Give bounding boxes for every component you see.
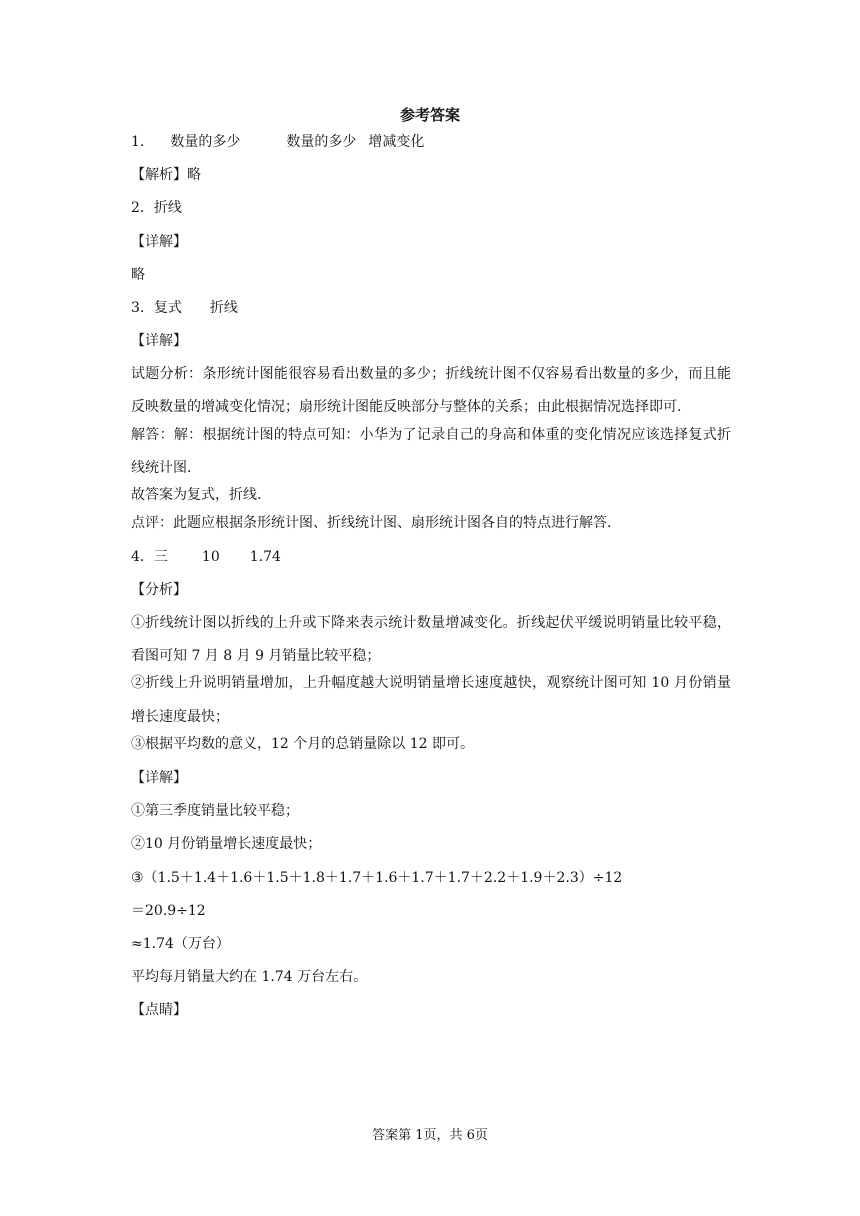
q4-answer-3: 1.74 (249, 548, 281, 565)
q1-answer-3: 增减变化 (368, 134, 425, 150)
q4-answer (131, 546, 731, 568)
q4-analysis-point-2: ②折线上升说明销量增加，上升幅度越大说明销量增长速度越快，观察统计图可知 10 月份销量增长速度最快； (131, 675, 731, 725)
q3-answer (131, 297, 731, 319)
q2-answer: 2．折线 (131, 200, 182, 217)
q3-analysis-paragraph: 试题分析：条形统计图能很容易看出数量的多少；折线统计图不仅容易看出数量的多少，而且能反映数量的增减变化情况；扇形统计图能反映部分与整体的关系；由此根据情况选择即可. (131, 365, 731, 415)
q4-analysis-heading: 【分析】 (131, 581, 187, 598)
q3-answer-2: 折线 (209, 299, 238, 316)
q3-conclusion: 故答案为复式，折线. (131, 487, 262, 504)
q4-analysis-point-1: ①折线统计图以折线的上升或下降来表示统计数量增减变化。折线起伏平缓说明销量比较平稳，看图可知 7 月 8 月 9 月销量比较平稳； (131, 614, 731, 664)
answer-content (131, 131, 731, 1032)
page-footer: 答案第 1页，共 6页 (372, 1128, 488, 1143)
q4-detail-heading: 【详解】 (131, 769, 187, 786)
page-title: 参考答案 (399, 106, 460, 124)
q1-answer-1: 数量的多少 (170, 134, 241, 150)
q4-number: 4．三 (131, 548, 168, 565)
q3-number: 3．复式 (131, 299, 182, 316)
q4-detail-4: ＝20.9÷12 (131, 902, 206, 919)
q4-comment-heading: 【点睛】 (131, 1002, 187, 1019)
q1-number: 1. (131, 134, 145, 150)
q4-detail-6: 平均每月销量大约在 1.74 万台左右。 (131, 969, 368, 986)
q3-comment: 点评：此题应根据条形统计图、折线统计图、扇形统计图各自的特点进行解答. (131, 514, 612, 531)
q1-answer (131, 131, 731, 153)
q4-answer-2: 10 (201, 548, 220, 565)
q2-detail-heading: 【详解】 (131, 233, 187, 250)
q2-detail: 略 (131, 266, 145, 283)
q3-detail-heading: 【详解】 (131, 333, 187, 350)
q4-detail-2: ②10 月份销量增长速度最快； (131, 836, 322, 853)
q4-detail-1: ①第三季度销量比较平稳； (131, 803, 299, 820)
q4-detail-3: ③（1.5＋1.4＋1.6＋1.5＋1.8＋1.7＋1.6＋1.7＋1.7＋2.2＋1.9＋2.3）÷12 (131, 869, 623, 886)
q1-analysis: 【解析】略 (131, 167, 201, 184)
q3-solution-paragraph: 解答：解：根据统计图的特点可知：小华为了记录自己的身高和体重的变化情况应该选择复式折线统计图. (131, 426, 731, 476)
q4-detail-5: ≈1.74（万台） (131, 935, 230, 952)
q1-answer-2: 数量的多少 (286, 134, 357, 150)
q4-analysis-point-3: ③根据平均数的意义，12 个月的总销量除以 12 即可。 (131, 736, 474, 753)
